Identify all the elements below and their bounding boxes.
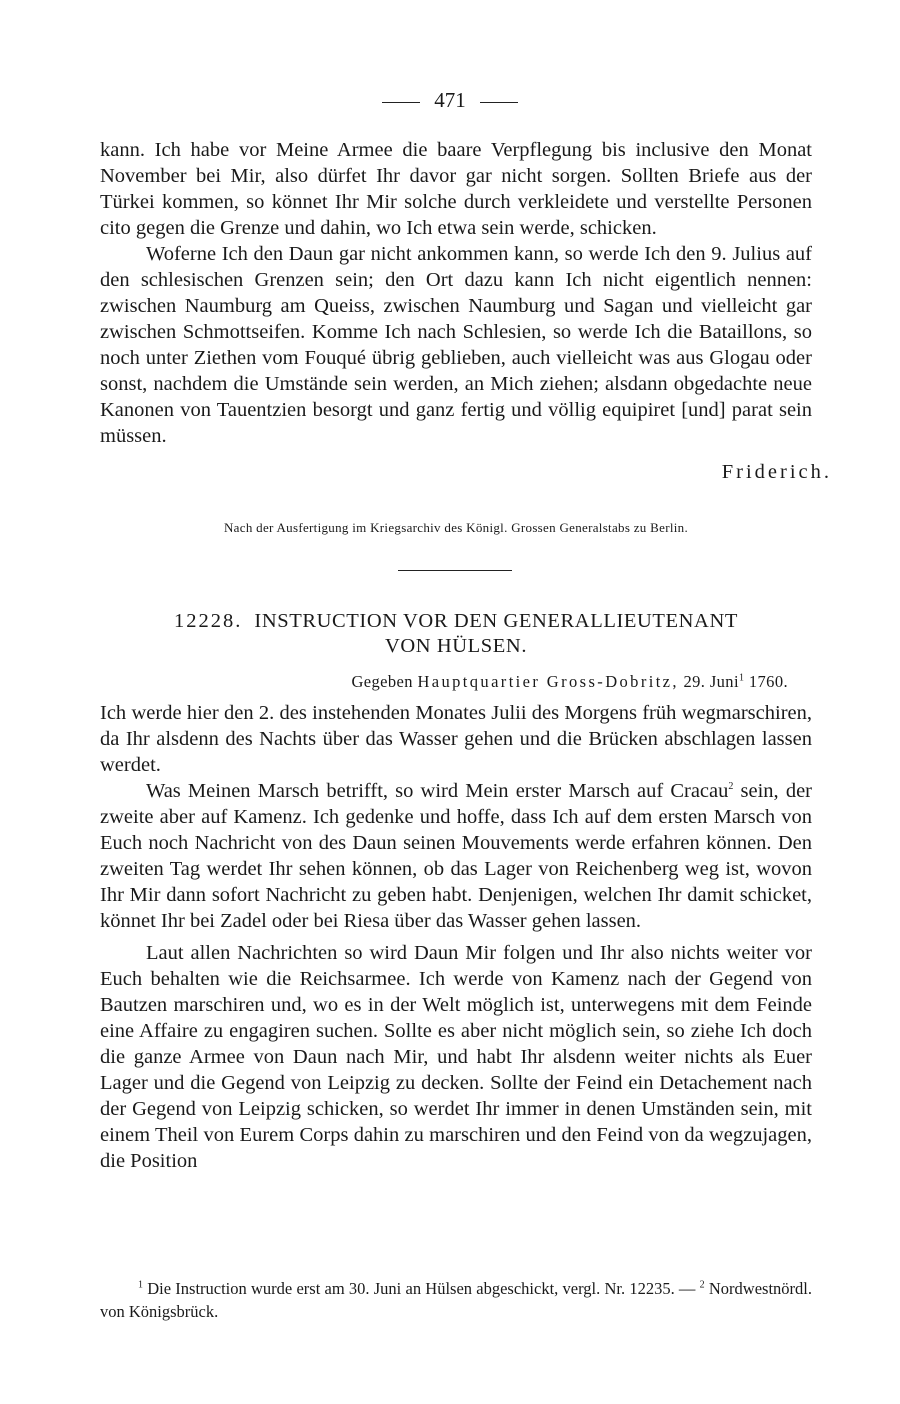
letter-paragraph-2-text: Woferne Ich den Daun gar nicht ankommen kann, so werde Ich den 9. Julius auf den schlesischen Grenzen sein; den Ort dazu kann Ich nicht eigentlich nennen: zwischen Naumburg am Queiss, zwischen Naumburg und Sagan und vielleicht gar zwischen Schmottseifen. Komme Ich nach Schlesien, so werde Ich die Bataillons, so noch unter Ziethen vom Fouqué übrig geblieben, auch vielleicht was aus Glogau oder sonst, nachdem die Umstände sein werden, an Mich ziehen; alsdann obgedachte neue Kanonen von Tauentzien besorgt und ganz fertig und völlig equipiret [und] parat sein müssen. [100,243,812,447]
document-paragraph-1: Ich werde hier den 2. des instehenden Monates Julii des Morgens früh wegmarschiren, da Ihr alsdenn des Nachts über das Wasser gehen und die Brücken abschlagen lassen werdet. [100,702,812,776]
header-rule-right [480,102,518,103]
document-title-line-2: VON HÜLSEN. [384,635,528,657]
section-divider [398,570,512,571]
document-paragraph-2-a: Was Meinen Marsch betrifft, so wird Mein erster Marsch auf Cracau [146,780,729,802]
document-heading-line-1 [100,609,812,634]
date-footnote-mark: 1 [738,672,745,684]
footnotes [100,1277,812,1323]
footnote-1-text: Die Instruction wurde erst am 30. Juni an Hülsen abgeschickt, vergl. Nr. 12235. — [143,1279,700,1298]
document-heading [100,609,812,659]
date-place: Hauptquartier Gross-Dobritz, [417,672,679,691]
letter-paragraph-1: kann. Ich habe vor Meine Armee die baare Verpflegung bis inclusive den Monat November bei Mir, also dürfet Ihr davor gar nicht sorgen. Sollten Briefe aus der Türkei kommen, so könnet Ihr Mir solche durch verkleidete und verstellte Personen cito gegen die Grenze und dahin, wo Ich etwa sein werde, schicken. [100,139,812,239]
signature-line [100,449,832,485]
document-paragraph-3: Laut allen Nachrichten so wird Daun Mir folgen und Ihr also nichts weiter vor Euch behalten wie die Reichsarmee. Ich werde von Kamenz nach der Gegend von Bautzen marschiren und, wo es in der Welt möglich ist, unterwegens mit dem Feinde eine Affaire zu engagiren suchen. Sollte es aber nicht möglich sein, so ziehe Ich doch die ganze Armee von Daun nach Mir, und habt Ihr alsdenn weiter nichts als Euer Lager und die Gegend von Leipzig zu decken. Sollte der Feind ein Detachement nach der Gegend von Leipzig schicken, so werdet Ihr immer in denen Umständen sein, mit einem Theil von Eurem Corps dahin zu marschiren und den Feind von da wegzujagen, die Position [100,942,812,1172]
footnote-line [100,1277,812,1323]
document-paragraph-2-b: sein, der zweite aber auf Kamenz. Ich gedenke und hoffe, dass Ich auf dem ersten Marsch von Euch noch Nachricht von des Daun seinen Mouvements werde erfahren können. Den zweiten Tag werdet Ihr sehen können, ob das Lager von Reichenberg weg ist, wovon Ihr Mir dann sofort Nachricht zu geben habt. Denjenigen, welchen Ihr damit schicket, könnet Ihr bei Zadel oder bei Riesa über das Wasser gehen lassen. [100,780,812,932]
date-prefix: Gegeben [351,672,413,691]
footnote-mark-2: 2 [728,781,734,793]
document-title-line-1: INSTRUCTION VOR DEN GENERALLIEUTENANT [254,610,738,632]
footnote-1-mark: 1 [138,1279,143,1291]
dateline [351,672,788,692]
footnote-2-mark: 2 [699,1279,705,1291]
header-rule-left [382,102,420,103]
document-number: 12228. [174,610,243,632]
page-number: 471 [434,88,466,112]
document-paragraph-2 [100,778,812,934]
document-body [100,700,812,1174]
footnote-2-text: Nordwestnördl. von Königsbrück. [100,1279,812,1321]
source-note: Nach der Ausfertigung im Kriegsarchiv des Königl. Grossen Generalstabs zu Berlin. [223,520,689,535]
date-year: 1760. [748,672,788,691]
date-day: 29. Juni [683,672,739,691]
page-header [0,88,900,113]
letter-paragraph-2 [100,241,812,449]
letter-end-text [100,137,832,485]
signature: Friderich. [721,461,832,483]
